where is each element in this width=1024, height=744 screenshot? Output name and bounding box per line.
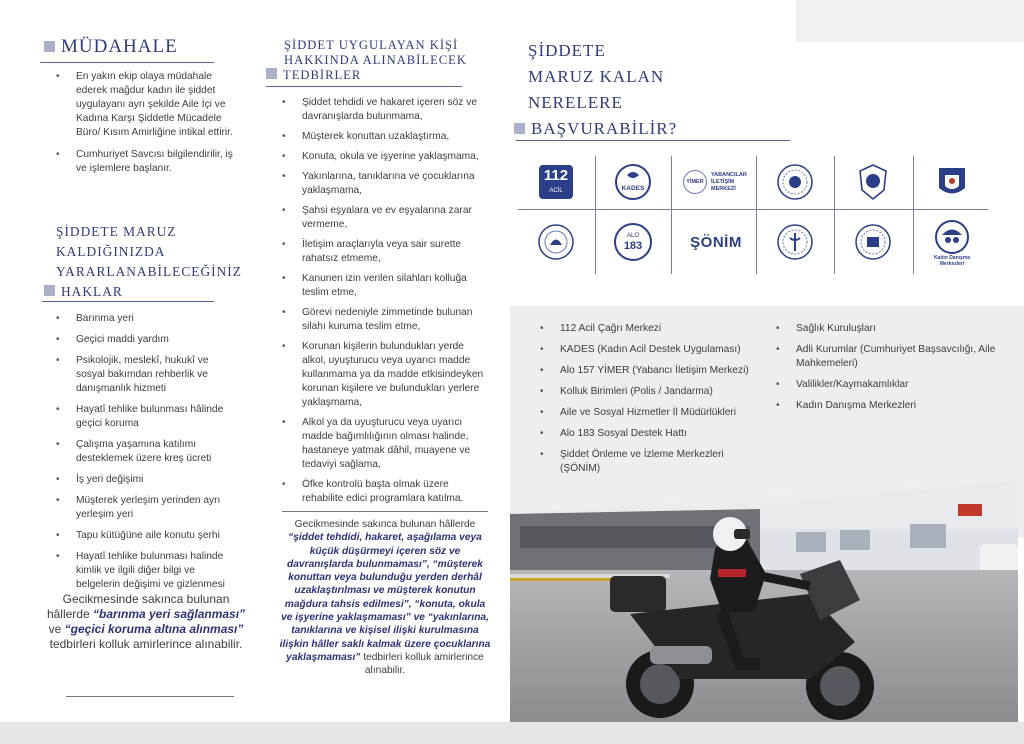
- tedbirler-title: [284, 38, 467, 83]
- institution-logo-grid: [518, 156, 988, 274]
- list-item: • Alkol ya da uyuşturucu veya uyarıcı madde bağımlılığının olması halinde, hastaneye yatmak dâhil, muayene ve tedaviyi sağlama,: [266, 416, 488, 472]
- list-item: • Müşterek konuttan uzaklaştırma,: [266, 130, 488, 144]
- logo-yimer-icon: [676, 158, 754, 206]
- list-item: • Kadın Danışma Merkezleri: [760, 399, 1000, 413]
- grid-divider: [756, 156, 757, 274]
- tedbirler-list: [266, 96, 488, 506]
- list-item: • İş yeri değişimi: [40, 473, 240, 487]
- haklar-list: [40, 312, 240, 592]
- list-item: • Hayatî tehlike bulunması hâlinde geçici koruma: [40, 403, 240, 431]
- note-text: ve: [48, 622, 62, 636]
- basvuru-title: [528, 38, 677, 142]
- list-item: • Cumhuriyet Savcısı bilgilendirilir, iş ve işlemlere başlanır.: [40, 148, 240, 176]
- list-item: • En yakın ekip olaya müdahale ederek mağdur kadın ile şiddet uygulayanı ayrı şekilde Aile İçi ve Kadına Karşı Şiddetle Mücadele Büro/ Kısım Amirliğine intikal ettirir.: [40, 70, 240, 140]
- square-bullet-icon: [44, 285, 55, 296]
- list-item: • Alo 183 Sosyal Destek Hattı: [524, 427, 756, 441]
- justice-ministry-seal-icon: [837, 218, 909, 266]
- tedbirler-rule: [266, 86, 462, 87]
- logo-112-icon: [520, 158, 592, 206]
- tedbirler-title-line: TEDBİRLER: [283, 68, 362, 82]
- list-item: • 112 Acil Çağrı Merkezi: [524, 322, 756, 336]
- bottom-strip: [0, 722, 1024, 744]
- note-text: tedbirleri kolluk amirlerince alınabilir.: [49, 637, 243, 651]
- haklar-rule: [42, 301, 214, 302]
- list-item: • Alo 157 YİMER (Yabancı İletişim Merkezi): [524, 364, 756, 378]
- list-item: • Müşterek yerleşim yerinden ayrı yerleşim yeri: [40, 494, 240, 522]
- grid-divider: [518, 209, 988, 210]
- list-item: • Kolluk Birimleri (Polis / Jandarma): [524, 385, 756, 399]
- note-bold: “barınma yeri sağlanması”: [92, 607, 246, 621]
- basvuru-rule: [516, 140, 790, 141]
- basvuru-title-line: BAŞVURABİLİR?: [531, 119, 678, 138]
- list-item: • Kanunen izin verilen silahları kolluğa teslim etme,: [266, 272, 488, 300]
- health-ministry-seal-icon: [759, 218, 831, 266]
- list-item: • Şiddet Önleme ve İzleme Merkezleri (ŞÖNİM): [524, 448, 756, 476]
- haklar-title-line: KALDIĞINIZDA: [56, 244, 166, 259]
- basvuru-title-line: MARUZ KALAN: [528, 67, 665, 86]
- tedbirler-title-line: ŞİDDET UYGULAYAN KİŞİ: [284, 38, 459, 52]
- list-item: • İletişim araçlarıyla veya sair surette rahatsız etmeme,: [266, 238, 488, 266]
- list-item: • Çalışma yaşamına katılımı desteklemek üzere kreş ücreti: [40, 438, 240, 466]
- ministry-seal-icon: [759, 158, 831, 206]
- family-ministry-seal-icon: [520, 218, 592, 266]
- list-item: • Geçici maddi yardım: [40, 333, 240, 347]
- note-text: Gecikmesinde sakınca bulunan hâllerde: [46, 592, 230, 621]
- tedbirler-note: [278, 518, 492, 678]
- police-badge-icon: [837, 158, 909, 206]
- logo-yimer-text: YİMER: [683, 170, 707, 194]
- list-item: • Korunan kişilerin bulundukları yerde alkol, uyuşturucu veya uyarıcı madde kullanmama ya da madde etkisindeyken korunan kişilere ve bulundukları yerlere yaklaşmama,: [266, 340, 488, 410]
- list-item: • Görevi nedeniyle zimmetinde bulunan silahı kuruma teslim etme,: [266, 306, 488, 334]
- logo-kdm-text: Kadın Danışma Merkezleri: [933, 255, 971, 267]
- logo-alo183-number: 183: [623, 239, 643, 252]
- square-bullet-icon: [44, 41, 55, 52]
- logo-alo183-top: ALO: [626, 232, 639, 239]
- note-bold: “şiddet tehdidi, hakaret, aşağılama veya küçük düşürmeyi içeren söz ve davranışlarda bulunmaması”, “müşterek konuttan veya bulunduğu yerden derhâl uzaklaştırılması ve müşterek konutun mağdura tahsis edilmesi”, “konuta, okula ve işyerine yaklaşmaması” ve “yakınlarına, tanıklarına ve kişisel ilişki kurulmasına ilişkin hâller saklı kalmak üzere çocuklarına yaklaşmaması”: [279, 532, 491, 663]
- list-item: • Valilikler/Kaymakamlıklar: [760, 378, 1000, 392]
- basvuru-title-line: NERELERE: [528, 93, 623, 112]
- list-item: • KADES (Kadın Acil Destek Uygulaması): [524, 343, 756, 357]
- haklar-title-line: HAKLAR: [61, 284, 123, 299]
- note-bold: “geçici koruma altına alınması”: [64, 622, 244, 636]
- haklar-title-line4: [44, 282, 242, 302]
- tedbirler-title-line3: [266, 68, 467, 83]
- haklar-note: [46, 592, 246, 652]
- mudahale-title: [44, 36, 178, 58]
- logo-sonim-icon: [678, 218, 754, 266]
- mudahale-rule: [40, 62, 214, 63]
- list-item: • Sağlık Kuruluşları: [760, 322, 1000, 336]
- list-item: • Şiddet tehdidi ve hakaret içeren söz ve davranışlarda bulunmama,: [266, 96, 488, 124]
- mudahale-list: [40, 70, 240, 176]
- basvuru-title-line: ŞİDDETE: [528, 41, 606, 60]
- tedbirler-title-line: HAKKINDA ALINABİLECEK: [284, 53, 467, 67]
- list-item: • Hayatî tehlike bulunması halinde kimlik ve ilgili diğer bilgi ve belgelerin değişimi ve gizlenmesi: [40, 550, 240, 592]
- list-item: • Adli Kurumlar (Cumhuriyet Başsavcılığı, Aile Mahkemeleri): [760, 343, 1000, 371]
- grid-divider: [671, 156, 672, 274]
- mudahale-title-text: MÜDAHALE: [61, 36, 178, 57]
- haklar-title-line: YARARLANABİLECEĞİNİZ: [56, 264, 242, 279]
- haklar-title-line: ŞİDDETE MARUZ: [56, 224, 177, 239]
- top-band: [796, 0, 1024, 42]
- square-bullet-icon: [514, 123, 525, 134]
- list-item: • Aile ve Sosyal Hizmetler İl Müdürlükleri: [524, 406, 756, 420]
- grid-divider: [834, 156, 835, 274]
- gendarmerie-badge-icon: [916, 158, 988, 206]
- note-text: tedbirleri kolluk amirlerince alınabilir.: [363, 651, 484, 677]
- square-bullet-icon: [266, 68, 277, 79]
- logo-112-text: 112: [543, 167, 569, 184]
- institution-list-right: [760, 322, 1000, 413]
- logo-yimer-center-text: YABANCILAR İLETİŞİM MERKEZİ: [711, 171, 747, 192]
- list-item: • Şahsi eşyalara ve ev eşyalarına zarar vermeme,: [266, 204, 488, 232]
- haklar-note-rule: [66, 696, 234, 697]
- list-item: • Yakınlarına, tanıklarına ve çocuklarına yaklaşmama,: [266, 170, 488, 198]
- basvuru-title-line4: [514, 116, 677, 142]
- logo-kades-icon: [597, 158, 669, 206]
- grid-divider: [595, 156, 596, 274]
- logo-kadin-danisma-icon: [916, 214, 988, 272]
- institution-list-left: [524, 322, 756, 476]
- tedbirler-note-rule-top: [282, 511, 488, 512]
- list-item: • Öfke kontrolü başta olmak üzere rehabilite edici programlara katılma.: [266, 478, 488, 506]
- logo-kades-text: KADES: [621, 185, 645, 192]
- list-item: • Psikolojik, meslekî, hukukî ve sosyal bakımdan rehberlik ve danışmanlık hizmeti: [40, 354, 240, 396]
- logo-112-subtext: ACİL: [549, 188, 563, 194]
- logo-sonim-text: ŞÖNİM: [690, 233, 742, 251]
- grid-divider: [913, 156, 914, 274]
- logo-alo183-icon: [597, 218, 669, 266]
- note-text: Gecikmesinde sakınca bulunan hâllerde: [294, 519, 476, 530]
- list-item: • Tapu kütüğüne aile konutu şerhi: [40, 529, 240, 543]
- haklar-title: [56, 222, 242, 302]
- list-item: • Konuta, okula ve işyerine yaklaşmama,: [266, 150, 488, 164]
- police-motorcycle-photo: [510, 474, 1018, 722]
- list-item: • Barınma yeri: [40, 312, 240, 326]
